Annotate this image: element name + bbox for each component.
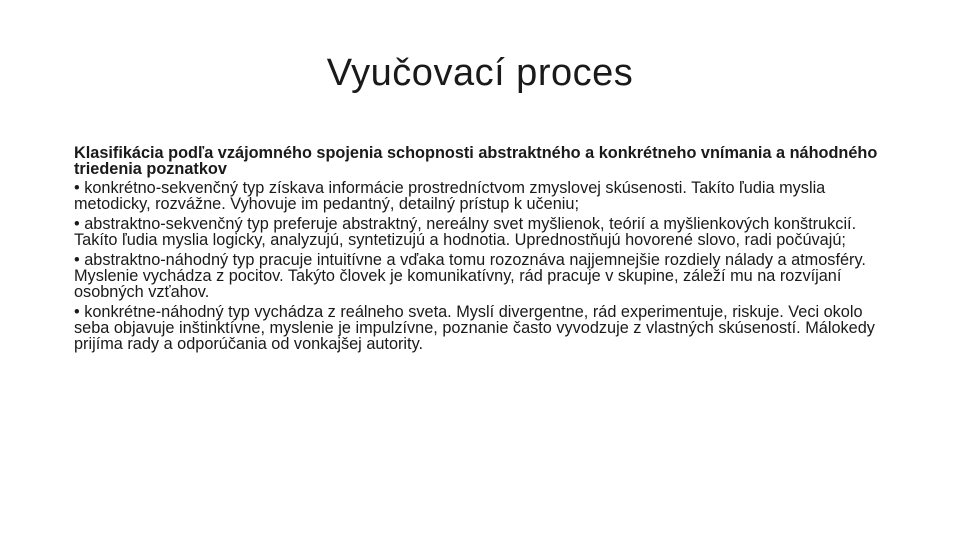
bullet-concrete-sequential: • konkrétno-sekvenčný typ získava informácie prostredníctvom zmyslovej skúsenosti. Takíto ľudia myslia metodicky, rozvážne. Vyhovuje im pedantný, detailný prístup k učeniu; <box>74 179 826 213</box>
bullet-abstract-random: • abstraktno-náhodný typ pracuje intuitívne a vďaka tomu rozoznáva najjemnejšie rozdiely nálady a atmosféry. Myslenie vychádza z pocitov. Takýto človek je komunikatívny, rád pracuje v skupine, záleží mu na rozvíjaní osobných vzťahov. <box>74 251 866 301</box>
bullet-abstract-sequential: • abstraktno-sekvenčný typ preferuje abstraktný, nereálny svet myšlienok, teórií a myšlienkových konštrukcií. Takíto ľudia myslia logicky, analyzujú, syntetizujú a hodnotia. Uprednostňujú hovorené slovo, radi počúvajú; <box>74 215 857 249</box>
slide-body <box>74 145 894 356</box>
bullet-concrete-random: • konkrétne-náhodný typ vychádza z reálneho sveta. Myslí divergentne, rád experimentuje, riskuje. Veci okolo seba objavuje inštinktívne, myslenie je impulzívne, poznanie často vyvodzuje z vlastných skúseností. Málokedy prijíma rady a odporúčania od vonkajšej autority. <box>74 303 875 353</box>
slide-title: Vyučovací proces <box>326 52 634 94</box>
classification-heading: Klasifikácia podľa vzájomného spojenia schopnosti abstraktného a konkrétneho vnímania a náhodného triedenia poznatkov <box>74 144 878 178</box>
